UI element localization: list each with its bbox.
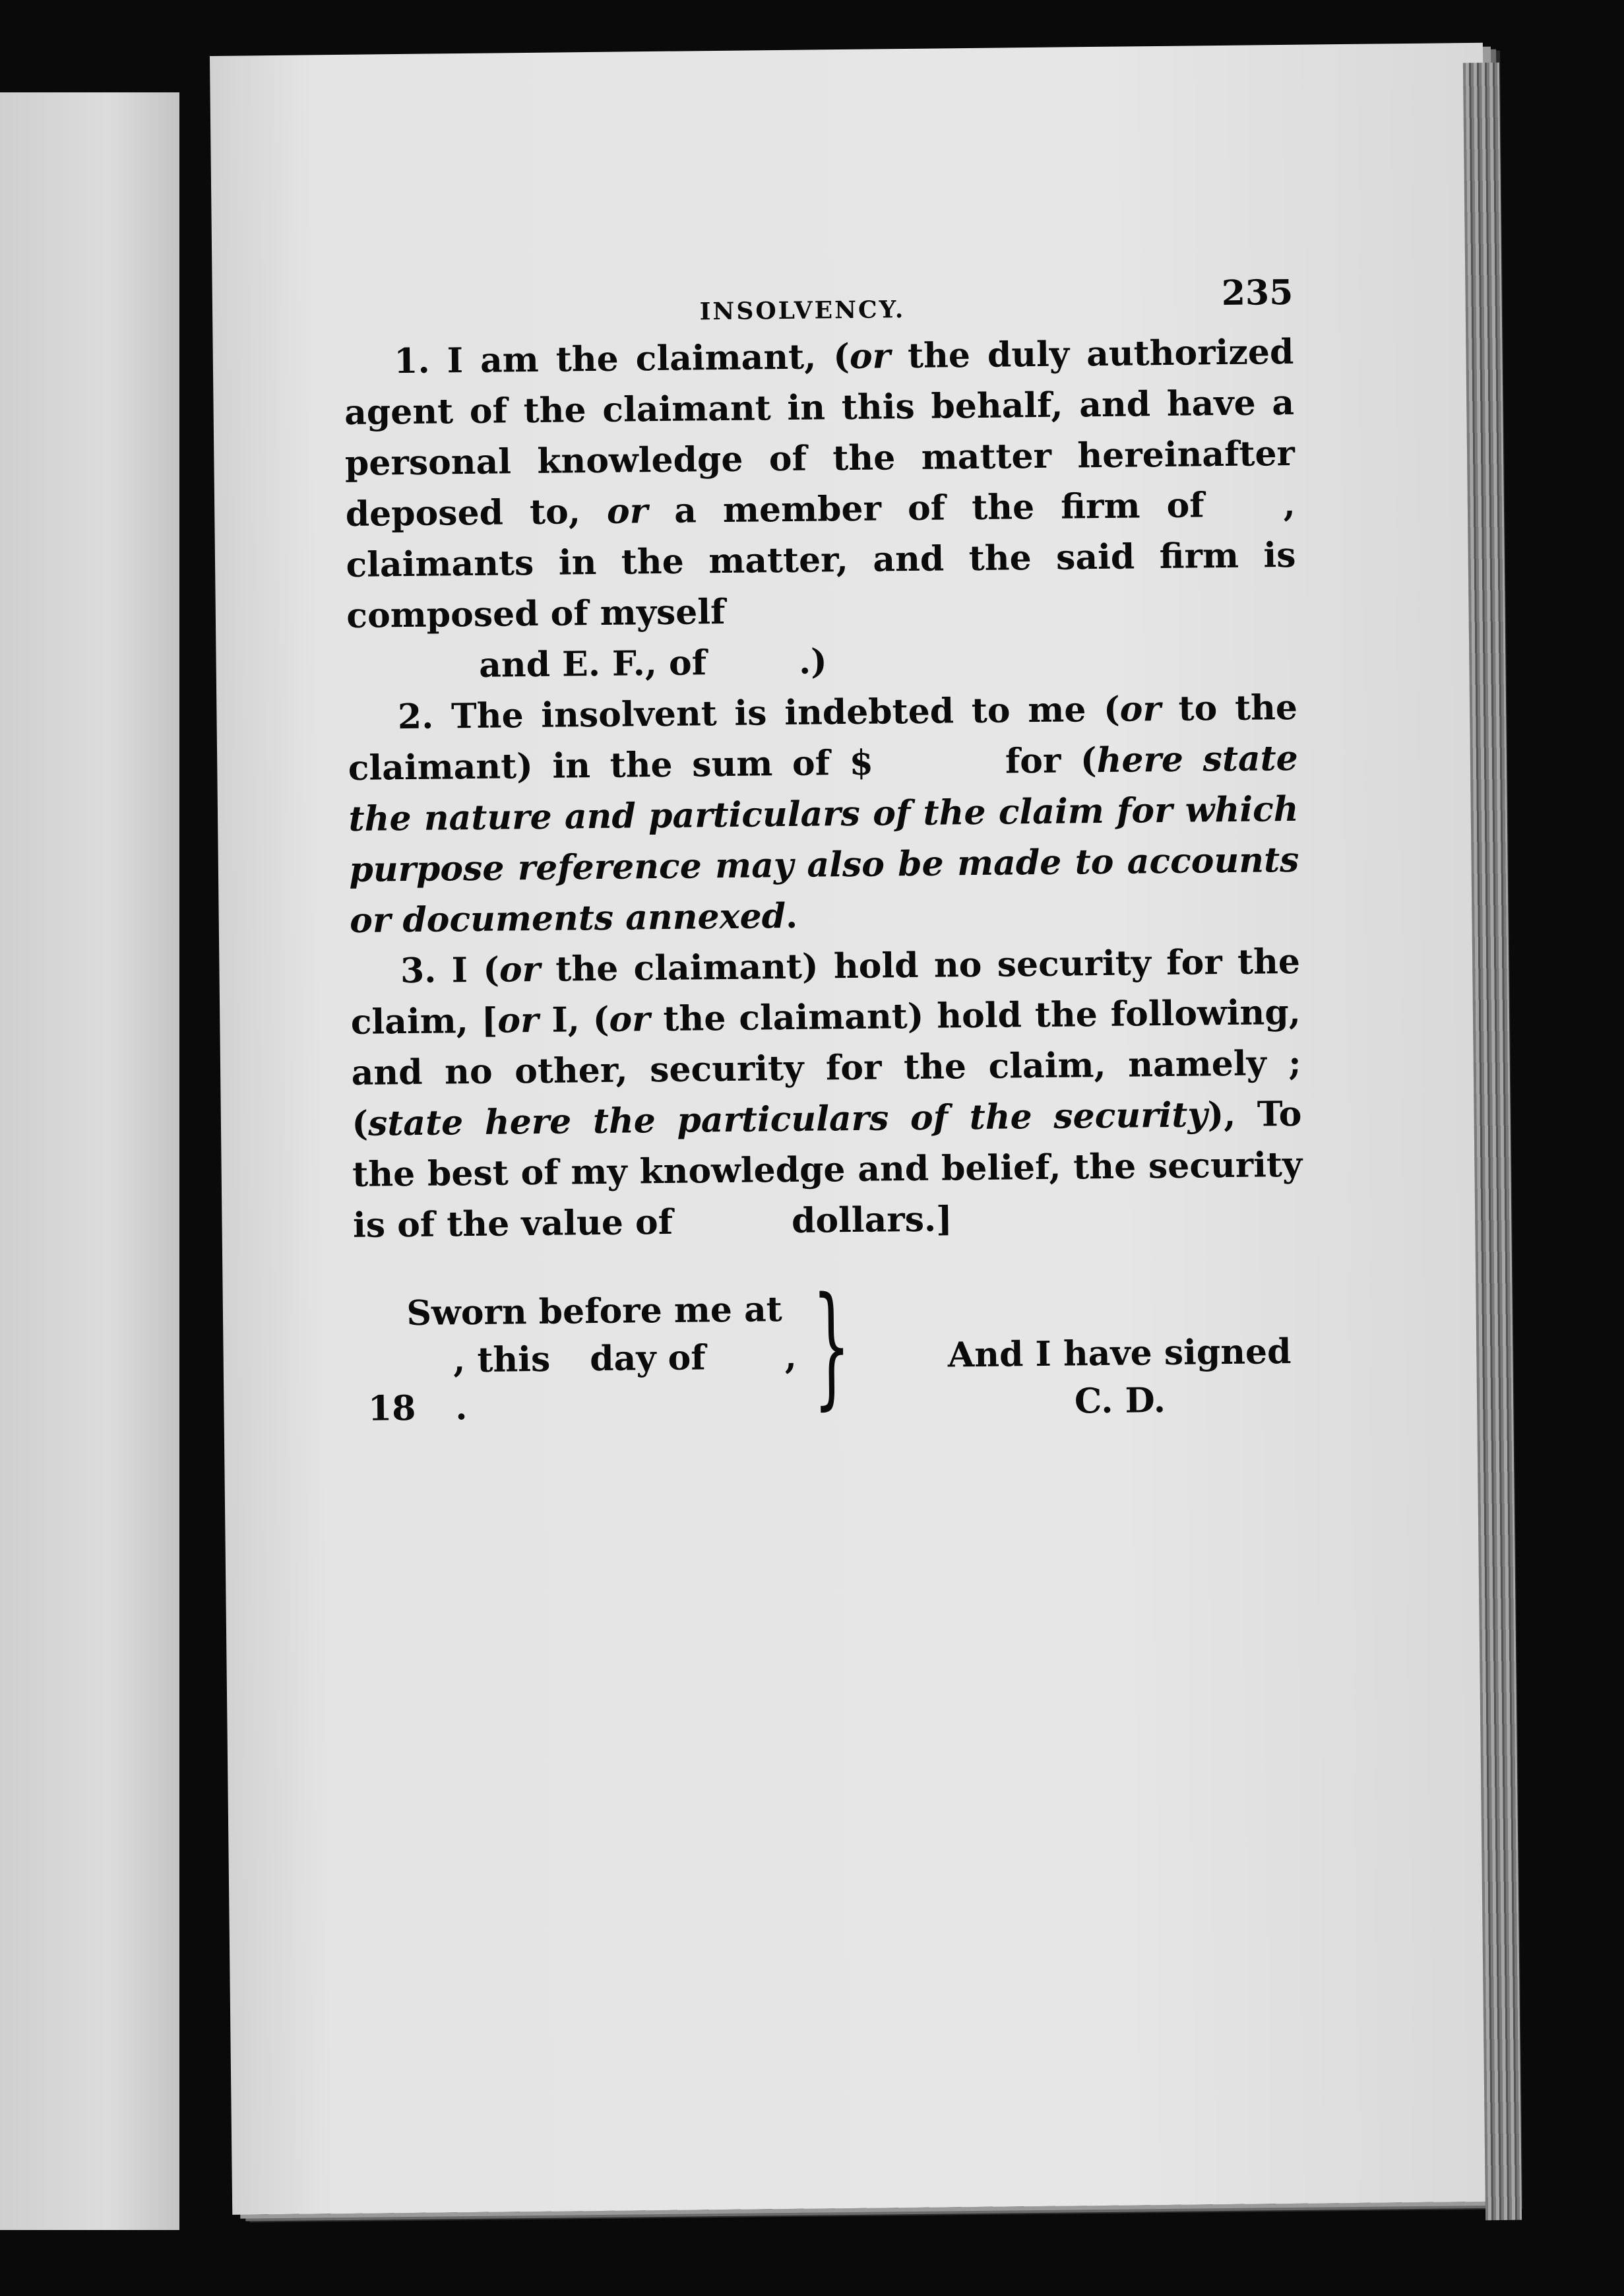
paragraph-2 <box>348 682 1300 946</box>
blank-space <box>347 677 479 678</box>
book-gutter <box>179 79 211 2256</box>
signature-initials: C. D. <box>1074 1380 1166 1422</box>
text-run: dollars.] <box>791 1199 953 1241</box>
italic-run: or <box>497 1000 539 1041</box>
blank-space <box>873 773 1005 775</box>
text-run: .) <box>798 641 828 682</box>
text-run: , claimants in the matter, and the said firm is composed of myself <box>346 484 1296 636</box>
text-run: a member of the firm of <box>647 485 1204 532</box>
text-run: . <box>785 895 798 937</box>
italic-run: or <box>1119 689 1162 730</box>
paragraph-1 <box>344 327 1297 692</box>
oath-block <box>354 1269 1305 1449</box>
text-run: the claimant) hold no security for the claim, [ <box>350 941 1301 1042</box>
text-run: day of <box>589 1337 706 1380</box>
page-number: 235 <box>1221 272 1294 314</box>
italic-run: or <box>849 336 891 377</box>
text-run: I, ( <box>538 999 609 1040</box>
running-head <box>343 267 1294 336</box>
text-run: and E. F., of <box>478 643 707 686</box>
page-text <box>343 267 1305 1449</box>
text-run: . <box>455 1387 468 1428</box>
italic-run: or <box>606 491 648 532</box>
text-run: to the claimant) in the sum of $ <box>348 687 1298 788</box>
jurat-line-3 <box>368 1380 830 1432</box>
blank-space <box>673 1232 792 1234</box>
paragraph-number: 3. <box>400 950 437 992</box>
text-run: the duly authorized agent of the claimant in this behalf, and have a personal knowledge of the matter hereinafter deposed to, <box>344 331 1296 534</box>
paragraph-3 <box>350 936 1303 1251</box>
jurat-line-1 <box>367 1285 829 1337</box>
blank-space <box>550 1370 590 1371</box>
text-run: the claimant) hold the following, and no other, security for the claim, namely ; ( <box>351 992 1301 1144</box>
italic-run: state here the particulars of the security <box>367 1095 1208 1144</box>
italic-run: or <box>499 949 541 990</box>
paragraph-number: 1. <box>394 340 430 382</box>
text-run: , <box>784 1336 797 1378</box>
text-run: I am the claimant, ( <box>447 336 850 381</box>
signature-block <box>935 1328 1305 1427</box>
text-run: , this <box>453 1339 551 1381</box>
blank-space <box>706 1368 785 1369</box>
previous-page <box>0 92 179 2230</box>
paragraph-number: 2. <box>397 696 434 738</box>
running-title: INSOLVENCY. <box>699 296 906 326</box>
jurat-line-2 <box>367 1333 830 1385</box>
italic-run: here state the nature and particulars of the claim for which purpose reference may also be made to accounts or documents annexed <box>348 738 1299 941</box>
italic-run: or <box>609 999 650 1040</box>
jurat <box>367 1285 830 1432</box>
text-run: Sworn before me at <box>406 1289 783 1334</box>
curly-brace: } <box>811 1269 852 1423</box>
text-run: ), To the best of my knowledge and belief, the security is of the value of <box>352 1093 1303 1246</box>
text-run: I ( <box>451 949 500 991</box>
text-run: The insolvent is indebted to me ( <box>451 689 1121 737</box>
blank-space <box>416 1419 456 1420</box>
signed-line: And I have signed <box>947 1331 1292 1376</box>
blank-space <box>1204 516 1284 517</box>
text-run: 18 <box>367 1387 416 1429</box>
text-run: for ( <box>1005 740 1097 782</box>
